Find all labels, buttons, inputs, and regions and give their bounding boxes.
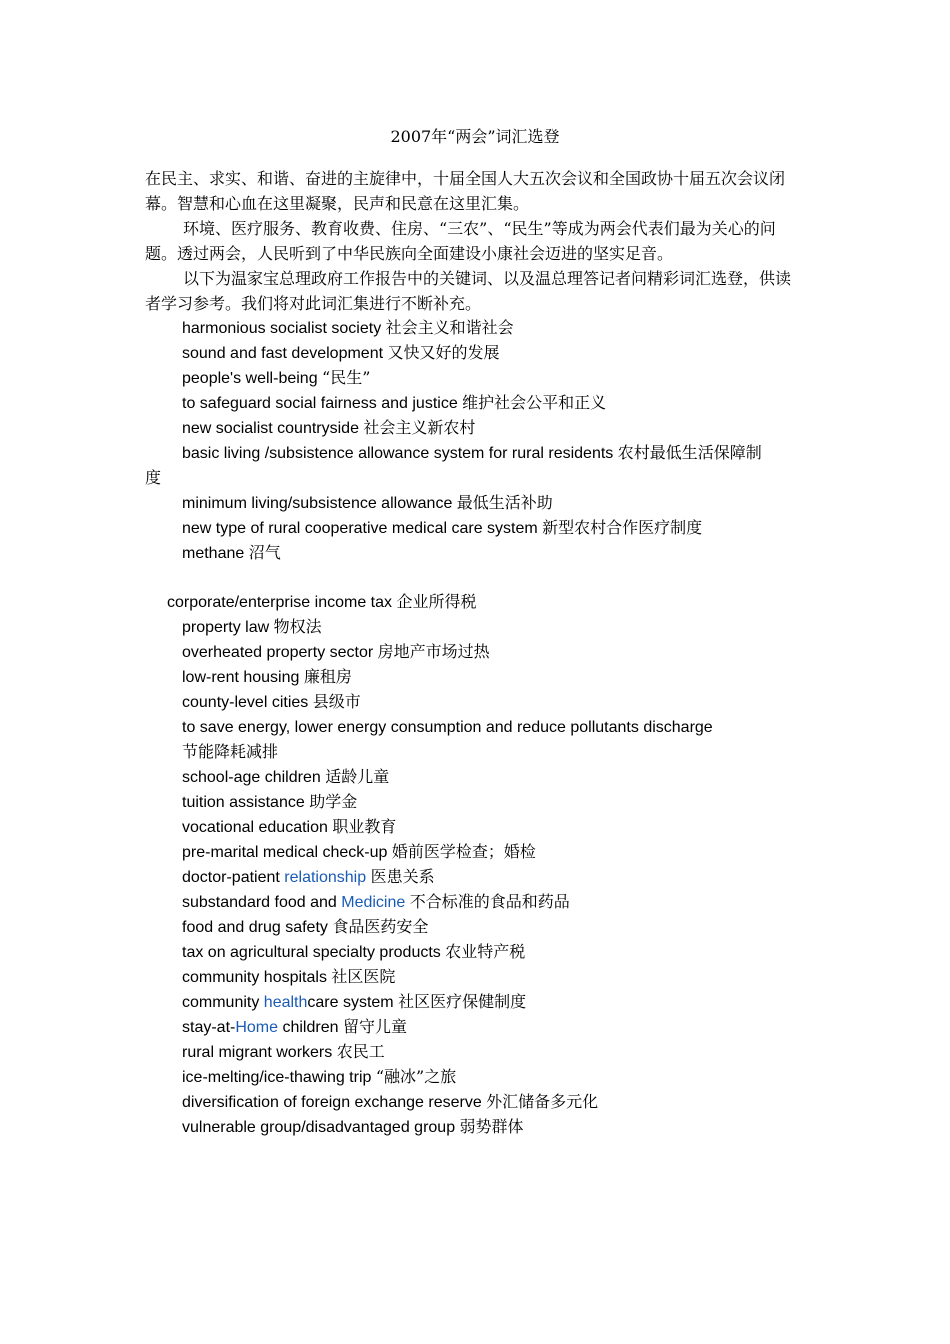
term-chinese: 维护社会公平和正义 — [462, 393, 607, 412]
term-row — [145, 540, 795, 565]
term-chinese: “民生” — [322, 368, 371, 387]
term-english: diversification of foreign exchange reserve — [182, 1094, 487, 1111]
term-english: basic living /subsistence allowance system for rural residents — [182, 445, 618, 462]
intro-section — [145, 166, 795, 316]
term-chinese: 食品医药安全 — [332, 917, 429, 936]
term-row — [145, 789, 795, 814]
term-english: corporate/enterprise income tax — [167, 594, 397, 611]
term-english: minimum living/subsistence allowance — [182, 495, 457, 512]
term-list-a — [145, 315, 795, 565]
term-chinese: 医患关系 — [370, 867, 435, 886]
term-row — [145, 989, 795, 1014]
term-link[interactable]: Home — [235, 1019, 279, 1036]
term-english: vulnerable group/disadvantaged group — [182, 1119, 460, 1136]
term-chinese: “融冰”之旅 — [375, 1067, 457, 1086]
term-english: property law — [182, 619, 274, 636]
term-list-b — [145, 589, 795, 1139]
term-chinese: 又快又好的发展 — [387, 343, 500, 362]
term-link[interactable]: relationship — [284, 869, 367, 886]
term-chinese: 留守儿童 — [342, 1017, 407, 1036]
term-row — [145, 1014, 795, 1039]
term-chinese: 社区医疗保健制度 — [398, 992, 527, 1011]
term-english: ice-melting/ice-thawing trip — [182, 1069, 376, 1086]
term-chinese: 外汇储备多元化 — [486, 1092, 599, 1111]
term-chinese: 房地产市场过热 — [377, 642, 490, 661]
term-english: community — [182, 994, 264, 1011]
term-chinese: 县级市 — [312, 692, 361, 711]
term-english: tuition assistance — [182, 794, 310, 811]
term-link[interactable]: Medicine — [341, 894, 406, 911]
term-row — [145, 1064, 795, 1089]
term-link[interactable]: health — [263, 994, 308, 1011]
term-chinese: 职业教育 — [332, 817, 397, 836]
term-english: doctor-patient — [182, 869, 285, 886]
term-chinese: 新型农村合作医疗制度 — [542, 518, 703, 537]
term-english: pre-marital medical check-up — [182, 844, 392, 861]
term-chinese: 物权法 — [273, 617, 322, 636]
term-row — [145, 1114, 795, 1139]
document-title: 2007年“两会”词汇选登 — [390, 127, 560, 146]
term-english: harmonious socialist society — [182, 320, 386, 337]
term-row — [145, 515, 795, 540]
term-chinese: 社会主义和谐社会 — [385, 318, 514, 337]
term-row — [145, 1089, 795, 1114]
term-chinese: 社会主义新农村 — [363, 418, 476, 437]
term-chinese: 社区医院 — [331, 967, 396, 986]
term-row — [145, 440, 795, 465]
term-chinese: 企业所得税 — [396, 592, 477, 611]
term-english: county-level cities — [182, 694, 313, 711]
term-english: overheated property sector — [182, 644, 378, 661]
term-english-rest: care system — [307, 994, 399, 1011]
term-chinese: 节能降耗减排 — [182, 742, 279, 761]
term-chinese: 不合标准的食品和药品 — [409, 892, 570, 911]
term-chinese: 农村最低生活保障制 — [617, 443, 762, 462]
term-row — [145, 964, 795, 989]
term-row — [145, 639, 795, 664]
term-row — [145, 939, 795, 964]
term-row — [145, 390, 795, 415]
term-english: sound and fast development — [182, 345, 388, 362]
term-row — [145, 889, 795, 914]
intro-paragraph-3: 以下为温家宝总理政府工作报告中的关键词、以及温总理答记者问精彩词汇选登，供读者学习参考。我们将对此词汇集进行不断补充。 — [145, 269, 792, 313]
term-row — [145, 340, 795, 365]
term-row-chinese — [145, 739, 795, 764]
term-english: rural migrant workers — [182, 1044, 337, 1061]
term-chinese: 适龄儿童 — [325, 767, 390, 786]
term-row — [145, 914, 795, 939]
term-row — [145, 764, 795, 789]
term-chinese: 农业特产税 — [445, 942, 526, 961]
term-english: community hospitals — [182, 969, 332, 986]
term-row — [145, 490, 795, 515]
term-row — [145, 864, 795, 889]
term-english: new type of rural cooperative medical care system — [182, 520, 543, 537]
term-english-rest: children — [278, 1019, 343, 1036]
term-english: substandard food and — [182, 894, 342, 911]
term-row — [145, 415, 795, 440]
term-chinese: 助学金 — [309, 792, 358, 811]
term-row — [145, 714, 795, 739]
term-english: low-rent housing — [182, 669, 304, 686]
term-english: stay-at- — [182, 1019, 236, 1036]
term-english: to save energy, lower energy consumption and reduce pollutants discharge — [182, 719, 713, 736]
term-chinese: 沼气 — [248, 543, 281, 562]
term-row — [145, 689, 795, 714]
term-chinese: 婚前医学检查；婚检 — [391, 842, 536, 861]
term-chinese: 弱势群体 — [459, 1117, 524, 1136]
term-row — [145, 814, 795, 839]
term-row — [145, 365, 795, 390]
term-english: vocational education — [182, 819, 333, 836]
term-chinese: 廉租房 — [303, 667, 352, 686]
term-row — [145, 1039, 795, 1064]
term-chinese: 最低生活补助 — [456, 493, 553, 512]
term-row — [145, 589, 795, 614]
term-row — [145, 614, 795, 639]
term-english: methane — [182, 545, 249, 562]
term-row — [145, 315, 795, 340]
term-english: new socialist countryside — [182, 420, 364, 437]
term-row-continuation — [145, 465, 795, 490]
term-english: food and drug safety — [182, 919, 333, 936]
intro-paragraph-2: 环境、医疗服务、教育收费、住房、“三农”、“民生”等成为两会代表们最为关心的问题。透过两会，人民听到了中华民族向全面建设小康社会迈进的坚实足音。 — [145, 219, 776, 263]
term-chinese: 农民工 — [336, 1042, 385, 1061]
intro-paragraph-1: 在民主、求实、和谐、奋进的主旋律中，十届全国人大五次会议和全国政协十届五次会议闭幕。智慧和心血在这里凝聚，民声和民意在这里汇集。 — [145, 169, 786, 213]
term-english: people's well-being — [182, 370, 323, 387]
term-english: to safeguard social fairness and justice — [182, 395, 463, 412]
term-chinese: 度 — [145, 468, 162, 487]
term-row — [145, 839, 795, 864]
term-row — [145, 664, 795, 689]
term-english: school-age children — [182, 769, 326, 786]
term-english: tax on agricultural specialty products — [182, 944, 446, 961]
